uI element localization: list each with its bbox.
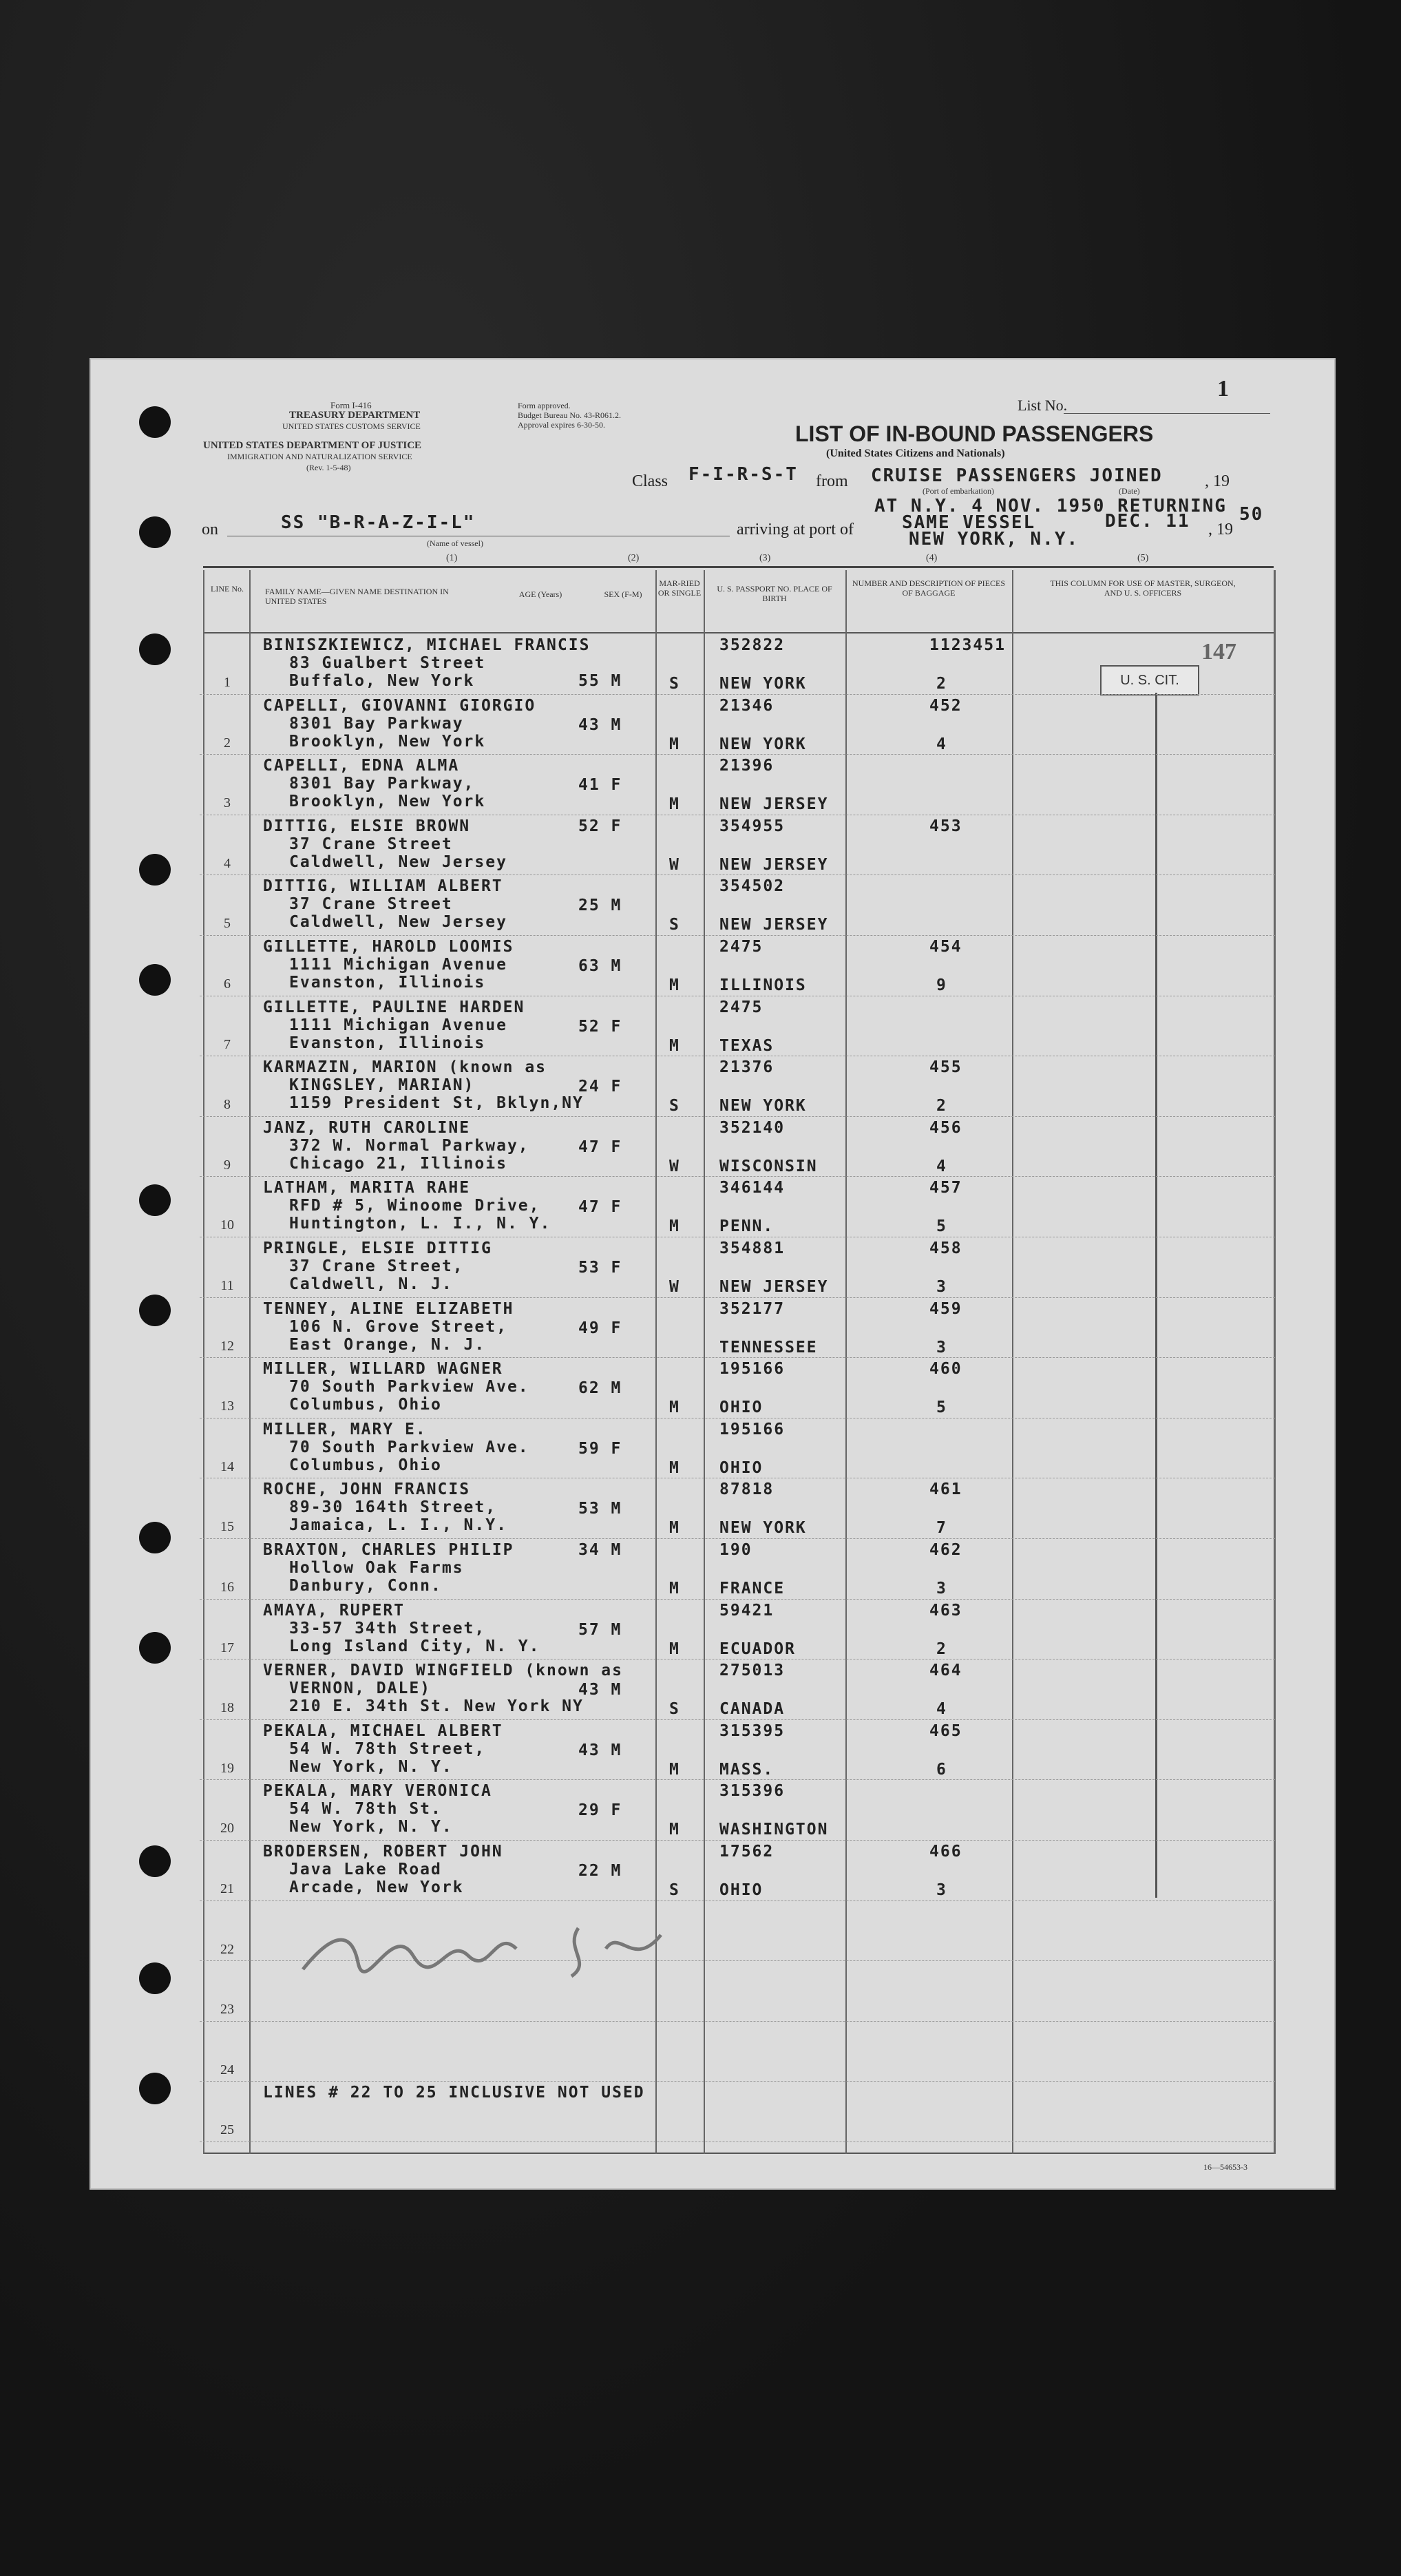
address-line: Jamaica, L. I., N.Y. (289, 1516, 507, 1535)
form-number: Form I-416 (330, 400, 372, 410)
col-rule (1274, 570, 1276, 2154)
address-line: 372 W. Normal Parkway, (289, 1136, 529, 1155)
baggage-number: 460 (929, 1360, 962, 1379)
line-number: 9 (224, 1157, 231, 1173)
address-line: 33-57 34th Street, (289, 1619, 486, 1637)
baggage-number: 455 (929, 1058, 962, 1077)
line-number: 15 (220, 1519, 234, 1535)
address-line: 83 Gualbert Street (289, 654, 486, 672)
address-line: Long Island City, N. Y. (289, 1637, 540, 1655)
punch-hole (139, 1295, 171, 1326)
address-line: 8301 Bay Parkway, (289, 775, 475, 793)
age-sex: 47 F (578, 1138, 622, 1156)
col-num-4: (4) (926, 553, 938, 563)
passport-number: 17562 (719, 1843, 775, 1861)
passenger-name: MILLER, MARY E. (263, 1420, 427, 1438)
baggage-number: 463 (929, 1601, 962, 1620)
passport-number: 190 (719, 1541, 752, 1559)
port-value: SAME VESSEL (902, 512, 1036, 533)
passport-number: 352822 (719, 636, 786, 654)
arrival-year: 50 (1239, 504, 1264, 525)
marital-status: M (669, 795, 680, 814)
address-line: 1111 Michigan Avenue (289, 1016, 507, 1034)
line-number: 25 (220, 2122, 234, 2138)
port-city: NEW YORK, N.Y. (909, 529, 1079, 549)
row-rule (200, 1840, 1275, 1841)
from-label: from (816, 472, 848, 490)
address-line: New York, N. Y. (289, 1757, 453, 1776)
marital-status: S (669, 1700, 680, 1719)
customs-service: UNITED STATES CUSTOMS SERVICE (282, 421, 421, 431)
marital-status: M (669, 976, 680, 994)
passport-number: 2475 (719, 938, 763, 956)
place-of-birth: NEW YORK (719, 1519, 807, 1538)
year-prefix-2: , 19 (1208, 521, 1233, 538)
baggage-pieces: 5 (936, 1399, 947, 1417)
address-line: Brooklyn, New York (289, 793, 486, 811)
marital-status: M (669, 1036, 680, 1055)
place-of-birth: OHIO (719, 1458, 763, 1477)
col-rule (203, 570, 204, 2154)
punch-hole (139, 1184, 171, 1216)
baggage-number: 464 (929, 1662, 962, 1680)
place-of-birth: NEW YORK (719, 1097, 807, 1116)
address-line: 37 Crane Street (289, 895, 453, 914)
baggage-pieces: 3 (936, 1278, 947, 1296)
line-number: 23 (220, 2002, 234, 2018)
marital-status: S (669, 675, 680, 693)
address-line: 54 W. 78th Street, (289, 1739, 486, 1758)
ins: IMMIGRATION AND NATURALIZATION SERVICE (227, 452, 412, 461)
passenger-name: DITTIG, WILLIAM ALBERT (263, 877, 503, 896)
place-of-birth: WISCONSIN (719, 1157, 818, 1175)
place-of-birth: TENNESSEE (719, 1338, 818, 1357)
place-of-birth: CANADA (719, 1700, 786, 1719)
place-of-birth: NEW YORK (719, 675, 807, 693)
passenger-name: CAPELLI, EDNA ALMA (263, 757, 460, 775)
age-sex: 53 F (578, 1259, 622, 1277)
signature-icon (289, 1907, 716, 1990)
address-line: New York, N. Y. (289, 1818, 453, 1836)
age-sex: 34 M (578, 1541, 622, 1559)
address-line: 1111 Michigan Avenue (289, 956, 507, 974)
marital-status: M (669, 1458, 680, 1477)
list-label: List No. (1018, 397, 1068, 414)
vessel-note: (Name of vessel) (427, 538, 483, 548)
page-stamp: 147 (1201, 639, 1236, 664)
age-sex: 29 F (578, 1801, 622, 1820)
hdr-line-no: LINE No. (211, 584, 244, 594)
row-rule (200, 1357, 1275, 1358)
line-number: 8 (224, 1097, 231, 1113)
arrival-date: DEC. 11 (1105, 511, 1190, 532)
age-sex: 52 F (578, 1017, 622, 1036)
row-rule (200, 694, 1275, 695)
line-number: 5 (224, 916, 231, 932)
col-num-2: (2) (628, 553, 640, 563)
address-line: East Orange, N. J. (289, 1335, 486, 1354)
address-line: 106 N. Grove Street, (289, 1317, 507, 1336)
punch-hole (139, 406, 171, 438)
address-line: 37 Crane Street, (289, 1257, 464, 1275)
passport-number: 21396 (719, 757, 775, 775)
address-line: Columbus, Ohio (289, 1456, 442, 1474)
passenger-name: GILLETTE, PAULINE HARDEN (263, 998, 525, 1016)
address-line: Hollow Oak Farms (289, 1559, 464, 1577)
age-sex: 43 M (578, 715, 622, 734)
baggage-pieces: 3 (936, 1881, 947, 1899)
hdr-officers: THIS COLUMN FOR USE OF MASTER, SURGEON, AND U. S. OFFICERS (1050, 578, 1236, 598)
row-rule (200, 1900, 1275, 1901)
passport-number: 21376 (719, 1058, 775, 1077)
punch-hole (139, 1845, 171, 1877)
place-of-birth: NEW JERSEY (719, 916, 829, 934)
line-number: 14 (220, 1458, 234, 1474)
passenger-name: CAPELLI, GIOVANNI GIORGIO (263, 696, 536, 715)
row-rule (200, 1176, 1275, 1177)
revision: (Rev. 1-5-48) (306, 463, 351, 472)
address-line: 54 W. 78th St. (289, 1800, 442, 1819)
year-prefix: , 19 (1205, 472, 1230, 490)
line-number: 10 (220, 1217, 234, 1233)
arriving-label: arriving at port of (737, 521, 854, 538)
baggage-number: 459 (929, 1299, 962, 1318)
class-value: F-I-R-S-T (688, 464, 798, 485)
line-number: 16 (220, 1580, 234, 1595)
punch-hole (139, 516, 171, 548)
passenger-name: LINES # 22 TO 25 INCLUSIVE NOT USED (263, 2084, 645, 2102)
hdr-married: MAR-RIED OR SINGLE (657, 578, 702, 598)
marital-status: M (669, 735, 680, 753)
age-sex: 43 M (578, 1741, 622, 1759)
row-rule (200, 754, 1275, 755)
marital-status: M (669, 1760, 680, 1779)
address-line: 70 South Parkview Ave. (289, 1378, 529, 1396)
passport-number: 2475 (719, 998, 763, 1016)
row-rule (200, 2081, 1275, 2082)
baggage-pieces: 4 (936, 735, 947, 753)
age-sex: 57 M (578, 1620, 622, 1639)
passenger-name: PEKALA, MARY VERONICA (263, 1782, 492, 1801)
us-citizen-stamp: U. S. CIT. (1100, 665, 1199, 695)
age-sex: 41 F (578, 776, 622, 795)
line-number: 12 (220, 1338, 234, 1354)
punch-hole (139, 1522, 171, 1553)
baggage-number: 457 (929, 1179, 962, 1197)
address-line: 1159 President St, Bklyn,NY (289, 1094, 584, 1113)
place-of-birth: MASS. (719, 1760, 775, 1779)
address-line: Arcade, New York (289, 1878, 464, 1896)
passenger-name: AMAYA, RUPERT (263, 1601, 405, 1620)
hdr-age: AGE (Years) (518, 589, 562, 599)
line-number: 11 (220, 1278, 234, 1293)
place-of-birth: ILLINOIS (719, 976, 807, 994)
line-number: 22 (220, 1941, 234, 1957)
baggage-pieces: 3 (936, 1338, 947, 1357)
embark-note: (Port of embarkation) (923, 486, 994, 496)
place-of-birth: NEW JERSEY (719, 855, 829, 874)
line-number: 13 (220, 1399, 234, 1414)
baggage-pieces: 2 (936, 1640, 947, 1658)
address-line: Buffalo, New York (289, 672, 475, 690)
col-num-1: (1) (446, 553, 458, 563)
age-sex: 52 F (578, 817, 622, 835)
punch-hole (139, 854, 171, 886)
punch-hole (139, 2073, 171, 2104)
passport-number: 346144 (719, 1179, 786, 1197)
baggage-number: 453 (929, 817, 962, 835)
address-line: Huntington, L. I., N. Y. (289, 1215, 551, 1233)
doj: UNITED STATES DEPARTMENT OF JUSTICE (203, 440, 422, 451)
line-number: 3 (224, 795, 231, 811)
place-of-birth: TEXAS (719, 1036, 775, 1055)
age-sex: 22 M (578, 1862, 622, 1880)
age-sex: 53 M (578, 1500, 622, 1518)
document-title: LIST OF IN-BOUND PASSENGERS (795, 421, 1154, 446)
age-sex: 59 F (578, 1439, 622, 1458)
hdr-passport: U. S. PASSPORT NO. PLACE OF BIRTH (717, 584, 832, 603)
col-rule (249, 570, 251, 2154)
age-sex: 55 M (578, 672, 622, 690)
passport-number: 195166 (719, 1360, 786, 1379)
footer-code: 16—54653-3 (1203, 2162, 1247, 2172)
row-rule (200, 2021, 1275, 2022)
punch-hole (139, 1962, 171, 1994)
address-line: 70 South Parkview Ave. (289, 1438, 529, 1456)
marital-status: W (669, 1157, 680, 1175)
row-rule (200, 1719, 1275, 1720)
passport-number: 352177 (719, 1299, 786, 1318)
address-line: Java Lake Road (289, 1861, 442, 1878)
row-rule (200, 935, 1275, 936)
marital-status: M (669, 1399, 680, 1417)
row-rule (200, 1599, 1275, 1600)
vessel-name: SS "B-R-A-Z-I-L" (281, 512, 476, 533)
place-of-birth: ECUADOR (719, 1640, 796, 1658)
passenger-name: GILLETTE, HAROLD LOOMIS (263, 938, 514, 956)
passenger-name: DITTIG, ELSIE BROWN (263, 817, 471, 835)
baggage-pieces: 6 (936, 1760, 947, 1779)
passenger-name: BRODERSEN, ROBERT JOHN (263, 1843, 503, 1861)
place-of-birth: WASHINGTON (719, 1821, 829, 1839)
address-line: Chicago 21, Illinois (289, 1154, 507, 1173)
address-line: Evanston, Illinois (289, 1034, 486, 1052)
place-of-birth: OHIO (719, 1399, 763, 1417)
marital-status: M (669, 1640, 680, 1658)
passenger-name: TENNEY, ALINE ELIZABETH (263, 1299, 514, 1318)
marital-status: M (669, 1519, 680, 1538)
address-line: RFD # 5, Winoome Drive, (289, 1197, 540, 1215)
place-of-birth: FRANCE (719, 1580, 786, 1598)
line-number: 7 (224, 1036, 231, 1052)
col-rule (845, 570, 847, 2154)
age-sex: 24 F (578, 1078, 622, 1096)
col-rule (1012, 570, 1013, 2154)
date-note: (Date) (1119, 486, 1140, 496)
passport-number: 195166 (719, 1420, 786, 1438)
passport-number: 352140 (719, 1118, 786, 1137)
line-number: 17 (220, 1640, 234, 1655)
address-line: Caldwell, N. J. (289, 1275, 453, 1293)
form-approved: Form approved. (518, 401, 571, 410)
punch-hole (139, 633, 171, 665)
budget-bureau: Budget Bureau No. 43-R061.2. (518, 410, 621, 420)
treasury-dept: TREASURY DEPARTMENT (289, 410, 421, 421)
marital-status: W (669, 1278, 680, 1296)
line-number: 2 (224, 735, 231, 751)
passport-number: 315395 (719, 1721, 786, 1740)
address-line: Danbury, Conn. (289, 1577, 442, 1595)
passenger-name: KARMAZIN, MARION (known as (263, 1058, 547, 1077)
line-number: 20 (220, 1821, 234, 1836)
hdr-name: FAMILY NAME—GIVEN NAME DESTINATION IN UNITED STATES (265, 587, 449, 606)
row-rule (200, 1779, 1275, 1780)
baggage-pieces: 3 (936, 1580, 947, 1598)
marital-status: W (669, 855, 680, 874)
passenger-name: JANZ, RUTH CAROLINE (263, 1118, 471, 1137)
age-sex: 49 F (578, 1319, 622, 1337)
baggage-pieces: 7 (936, 1519, 947, 1538)
row-rule (200, 1297, 1275, 1298)
address-line: Caldwell, New Jersey (289, 913, 507, 932)
marital-status: S (669, 1097, 680, 1116)
row-rule (200, 1116, 1275, 1117)
col-num-5: (5) (1137, 553, 1149, 563)
baggage-number: 1123451 (929, 636, 1006, 654)
address-line: Caldwell, New Jersey (289, 852, 507, 871)
address-line: 89-30 164th Street, (289, 1498, 497, 1517)
baggage-number: 461 (929, 1480, 962, 1499)
class-label: Class (632, 472, 668, 490)
passenger-name: LATHAM, MARITA RAHE (263, 1179, 471, 1197)
row-rule (200, 1538, 1275, 1539)
address-line: Brooklyn, New York (289, 732, 486, 751)
baggage-number: 462 (929, 1541, 962, 1559)
list-number: 1 (1217, 376, 1229, 401)
marital-status: S (669, 1881, 680, 1899)
line-number: 4 (224, 855, 231, 871)
document-subtitle: (United States Citizens and Nationals) (826, 448, 1005, 459)
passport-number: 354881 (719, 1239, 786, 1257)
place-of-birth: OHIO (719, 1881, 763, 1899)
passport-number: 59421 (719, 1601, 775, 1620)
address-line: 37 Crane Street (289, 835, 453, 853)
passport-number: 87818 (719, 1480, 775, 1499)
passport-number: 354955 (719, 817, 786, 835)
address-line: KINGSLEY, MARIAN) (289, 1076, 475, 1095)
baggage-pieces: 9 (936, 976, 947, 994)
address-line: Evanston, Illinois (289, 974, 486, 992)
age-sex: 25 M (578, 897, 622, 915)
line-number: 18 (220, 1700, 234, 1716)
baggage-number: 452 (929, 696, 962, 715)
marital-status: M (669, 1580, 680, 1598)
passenger-name: MILLER, WILLARD WAGNER (263, 1360, 503, 1379)
col-num-3: (3) (759, 553, 771, 563)
age-sex: 47 F (578, 1198, 622, 1217)
line-number: 1 (224, 675, 231, 690)
address-line: VERNON, DALE) (289, 1679, 432, 1698)
baggage-pieces: 2 (936, 675, 947, 693)
passport-number: 275013 (719, 1662, 786, 1680)
passport-number: 21346 (719, 696, 775, 715)
marital-status: S (669, 916, 680, 934)
line-number: 21 (220, 1881, 234, 1896)
age-sex: 43 M (578, 1681, 622, 1699)
baggage-number: 456 (929, 1118, 962, 1137)
passport-number: 354502 (719, 877, 786, 896)
baggage-pieces: 5 (936, 1217, 947, 1236)
line-number: 19 (220, 1760, 234, 1776)
approval-expires: Approval expires 6-30-50. (518, 420, 605, 430)
baggage-number: 466 (929, 1843, 962, 1861)
officer-bracket (1155, 693, 1157, 1898)
hdr-baggage: NUMBER AND DESCRIPTION OF PIECES OF BAGGAGE (852, 578, 1006, 598)
address-line: 210 E. 34th St. New York NY (289, 1697, 584, 1716)
age-sex: 63 M (578, 957, 622, 975)
baggage-pieces: 4 (936, 1157, 947, 1175)
passenger-name: PRINGLE, ELSIE DITTIG (263, 1239, 492, 1257)
place-of-birth: NEW JERSEY (719, 1278, 829, 1296)
embark-value: AT N.Y. 4 NOV. 1950 RETURNING (874, 496, 1227, 516)
baggage-pieces: 4 (936, 1700, 947, 1719)
passport-number: 315396 (719, 1782, 786, 1801)
baggage-pieces: 2 (936, 1097, 947, 1116)
on-label: on (202, 521, 218, 538)
passenger-name: VERNER, DAVID WINGFIELD (known as (263, 1662, 623, 1680)
age-sex: 62 M (578, 1379, 622, 1398)
passenger-name: PEKALA, MICHAEL ALBERT (263, 1721, 503, 1740)
punch-hole (139, 1632, 171, 1664)
place-of-birth: PENN. (719, 1217, 775, 1236)
place-of-birth: NEW YORK (719, 735, 807, 753)
passenger-name: BRAXTON, CHARLES PHILIP (263, 1541, 514, 1559)
marital-status: M (669, 1217, 680, 1236)
baggage-number: 454 (929, 938, 962, 956)
passenger-name: BINISZKIEWICZ, MICHAEL FRANCIS (263, 636, 591, 654)
address-line: 8301 Bay Parkway (289, 714, 464, 733)
place-of-birth: NEW JERSEY (719, 795, 829, 814)
punch-hole (139, 964, 171, 996)
marital-status: M (669, 1821, 680, 1839)
line-number: 6 (224, 976, 231, 992)
hdr-sex: SEX (F-M) (604, 589, 642, 599)
passenger-name: ROCHE, JOHN FRANCIS (263, 1480, 471, 1499)
address-line: Columbus, Ohio (289, 1396, 442, 1414)
from-value: CRUISE PASSENGERS JOINED (871, 465, 1163, 486)
baggage-number: 465 (929, 1721, 962, 1740)
baggage-number: 458 (929, 1239, 962, 1257)
line-number: 24 (220, 2062, 234, 2077)
